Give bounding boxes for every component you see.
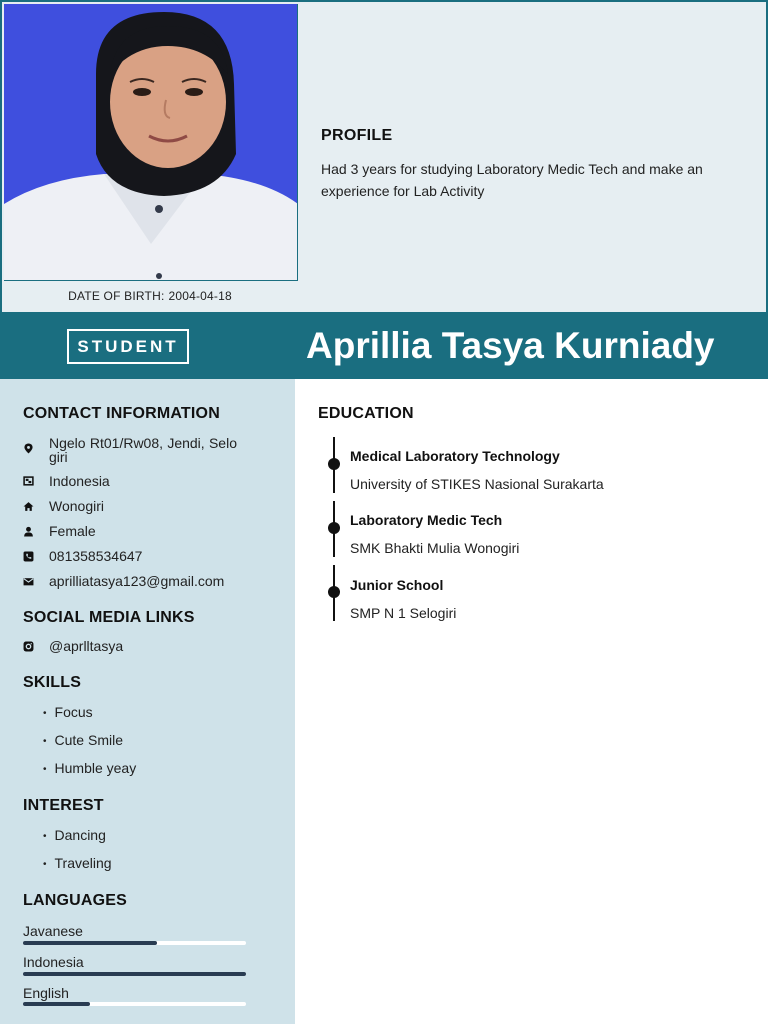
instagram-handle[interactable]: @aprlltasya xyxy=(49,638,124,654)
flag-icon xyxy=(23,476,34,487)
education-heading: EDUCATION xyxy=(318,405,414,422)
education-degree: Medical Laboratory Technology xyxy=(350,448,560,464)
skills-heading: SKILLS xyxy=(23,674,82,691)
social-heading: SOCIAL MEDIA LINKS xyxy=(23,609,195,626)
header-section xyxy=(0,0,768,312)
language-bar xyxy=(23,972,246,976)
full-name: Aprillia Tasya Kurniady xyxy=(306,325,715,366)
contact-phone: 081358534647 xyxy=(23,546,142,566)
profile-photo xyxy=(4,4,298,281)
language-name: Javanese xyxy=(23,923,83,939)
interest-item: • Traveling xyxy=(43,855,112,871)
date-of-birth: DATE OF BIRTH: 2004-04-18 xyxy=(68,289,232,303)
mail-icon xyxy=(23,576,34,587)
skill-item: • Cute Smile xyxy=(43,732,123,748)
instagram-icon xyxy=(23,641,34,652)
profile-heading: PROFILE xyxy=(321,127,393,144)
skill-item: • Focus xyxy=(43,704,93,720)
timeline-dot xyxy=(328,458,340,470)
education-degree: Junior School xyxy=(350,577,444,593)
contact-city: Wonogiri xyxy=(23,496,104,516)
languages-heading: LANGUAGES xyxy=(23,892,128,909)
language-name: Indonesia xyxy=(23,954,84,970)
email-link[interactable]: aprilliatasya123@gmail.com xyxy=(49,573,225,589)
location-pin-icon xyxy=(23,443,34,454)
contact-gender: Female xyxy=(23,521,96,541)
language-bar-fill xyxy=(23,941,157,945)
language-bar-fill xyxy=(23,972,246,976)
language-bar xyxy=(23,1002,246,1006)
contact-country: Indonesia xyxy=(23,471,110,491)
timeline-dot xyxy=(328,586,340,598)
education-school: University of STIKES Nasional Surakarta xyxy=(350,476,604,492)
timeline-dot xyxy=(328,522,340,534)
interest-item: • Dancing xyxy=(43,827,106,843)
home-icon xyxy=(23,501,34,512)
language-name: English xyxy=(23,985,69,1001)
contact-email xyxy=(23,571,224,591)
role-badge: STUDENT xyxy=(67,329,189,364)
social-instagram xyxy=(23,636,123,656)
contact-address: Ngelo Rt01/Rw08, Jendi, Selogiri xyxy=(49,435,237,465)
profile-summary: Had 3 years for studying Laboratory Medic Tech and make an experience for Lab Activity xyxy=(321,161,703,199)
language-bar xyxy=(23,941,246,945)
skill-item: • Humble yeay xyxy=(43,760,136,776)
name-banner xyxy=(0,312,768,379)
phone-icon xyxy=(23,551,34,562)
contact-heading: CONTACT INFORMATION xyxy=(23,405,220,422)
education-degree: Laboratory Medic Tech xyxy=(350,512,503,528)
language-bar-fill xyxy=(23,1002,90,1006)
person-icon xyxy=(23,526,34,537)
education-school: SMK Bhakti Mulia Wonogiri xyxy=(350,540,520,556)
education-school: SMP N 1 Selogiri xyxy=(350,605,457,621)
interest-heading: INTEREST xyxy=(23,797,104,814)
